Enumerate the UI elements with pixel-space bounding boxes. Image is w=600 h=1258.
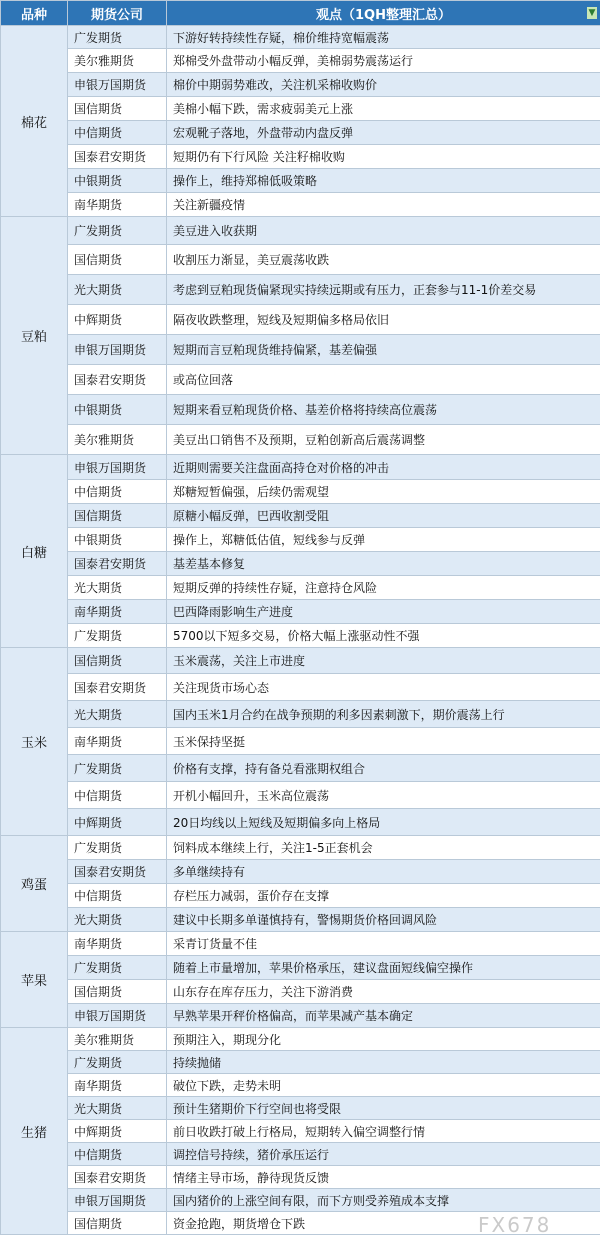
- company-cell: 中银期货: [68, 169, 167, 193]
- view-cell: 山东存在库存压力，关注下游消费: [167, 980, 600, 1004]
- company-cell: 中银期货: [68, 395, 167, 425]
- category-cell: 生猪: [1, 1028, 68, 1235]
- view-cell: 短期而言豆粕现货维持偏紧，基差偏强: [167, 335, 600, 365]
- table-row: [1, 193, 600, 217]
- table-row: [1, 600, 600, 624]
- table-row: [1, 782, 600, 809]
- company-cell: 光大期货: [68, 1097, 167, 1120]
- view-cell: 破位下跌，走势未明: [167, 1074, 600, 1097]
- table-row: [1, 504, 600, 528]
- table-row: [1, 701, 600, 728]
- company-cell: 国信期货: [68, 504, 167, 528]
- view-cell: 巴西降雨影响生产进度: [167, 600, 600, 624]
- view-cell: 棉价中期弱势难改，关注机采棉收购价: [167, 73, 600, 97]
- table-row: [1, 121, 600, 145]
- company-cell: 中信期货: [68, 1143, 167, 1166]
- company-cell: 中信期货: [68, 480, 167, 504]
- view-cell: 近期则需要关注盘面高持仓对价格的冲击: [167, 455, 600, 480]
- table-row: [1, 624, 600, 648]
- view-cell: 短期来看豆粕现货价格、基差价格将持续高位震荡: [167, 395, 600, 425]
- table-row: [1, 169, 600, 193]
- company-cell: 南华期货: [68, 932, 167, 956]
- header-view: [167, 1, 600, 26]
- company-cell: 国信期货: [68, 97, 167, 121]
- company-cell: 国泰君安期货: [68, 860, 167, 884]
- company-cell: 国泰君安期货: [68, 1166, 167, 1189]
- table-row: [1, 1051, 600, 1074]
- view-cell: 多单继续持有: [167, 860, 600, 884]
- table-row: [1, 480, 600, 504]
- company-cell: 申银万国期货: [68, 455, 167, 480]
- company-cell: 国泰君安期货: [68, 365, 167, 395]
- table-row: [1, 305, 600, 335]
- company-cell: 国信期货: [68, 648, 167, 674]
- view-cell: 原糖小幅反弹，巴西收割受阻: [167, 504, 600, 528]
- table-row: [1, 145, 600, 169]
- company-cell: 申银万国期货: [68, 73, 167, 97]
- company-cell: 美尔雅期货: [68, 49, 167, 73]
- filter-icon[interactable]: ▼: [588, 8, 596, 18]
- company-cell: 中信期货: [68, 121, 167, 145]
- view-cell: 操作上，维持郑棉低吸策略: [167, 169, 600, 193]
- company-cell: 国信期货: [68, 1212, 167, 1235]
- view-cell: 玉米保持坚挺: [167, 728, 600, 755]
- company-cell: 申银万国期货: [68, 335, 167, 365]
- company-cell: 广发期货: [68, 217, 167, 245]
- view-cell: 基差基本修复: [167, 552, 600, 576]
- table-row: [1, 755, 600, 782]
- table-body: [1, 26, 600, 1235]
- view-cell: 操作上，郑糖低估值，短线参与反弹: [167, 528, 600, 552]
- table-row: [1, 1097, 600, 1120]
- table-row: [1, 576, 600, 600]
- view-cell: 预期注入，期现分化: [167, 1028, 600, 1051]
- view-cell: 持续抛储: [167, 1051, 600, 1074]
- category-cell: 豆粕: [1, 217, 68, 455]
- company-cell: 广发期货: [68, 624, 167, 648]
- table-row: [1, 1004, 600, 1028]
- table-row: [1, 956, 600, 980]
- table-header: [1, 1, 600, 26]
- view-cell: 美豆出口销售不及预期，豆粕创新高后震荡调整: [167, 425, 600, 455]
- company-cell: 广发期货: [68, 1051, 167, 1074]
- company-cell: 广发期货: [68, 755, 167, 782]
- view-cell: 预计生猪期价下行空间也将受限: [167, 1097, 600, 1120]
- view-cell: 美豆进入收获期: [167, 217, 600, 245]
- table-row: [1, 97, 600, 121]
- table-row: [1, 26, 600, 49]
- view-cell: 下游好转持续性存疑，棉价维持宽幅震荡: [167, 26, 600, 49]
- table-row: [1, 552, 600, 576]
- company-cell: 中辉期货: [68, 305, 167, 335]
- view-cell: 20日均线以上短线及短期偏多向上格局: [167, 809, 600, 836]
- company-cell: 光大期货: [68, 275, 167, 305]
- view-cell: 随着上市量增加，苹果价格承压，建议盘面短线偏空操作: [167, 956, 600, 980]
- company-cell: 中辉期货: [68, 1120, 167, 1143]
- table-row: [1, 275, 600, 305]
- table-row: [1, 245, 600, 275]
- view-cell: 存栏压力减弱，蛋价存在支撑: [167, 884, 600, 908]
- header-category: 品种: [1, 1, 68, 26]
- table-row: [1, 908, 600, 932]
- view-cell: 美棉小幅下跌，需求疲弱美元上涨: [167, 97, 600, 121]
- table-row: [1, 335, 600, 365]
- category-cell: 棉花: [1, 26, 68, 217]
- view-cell: 调控信号持续，猪价承压运行: [167, 1143, 600, 1166]
- company-cell: 广发期货: [68, 836, 167, 860]
- header-view-label: 观点（1QH整理汇总）: [316, 7, 451, 23]
- view-cell: 考虑到豆粕现货偏紧现实持续远期或有压力，正套参与11-1价差交易: [167, 275, 600, 305]
- view-cell: 建议中长期多单谨慎持有，警惕期货价格回调风险: [167, 908, 600, 932]
- view-cell: 短期反弹的持续性存疑，注意持仓风险: [167, 576, 600, 600]
- table-row: [1, 73, 600, 97]
- company-cell: 国泰君安期货: [68, 552, 167, 576]
- table-row: [1, 365, 600, 395]
- view-cell: 开机小幅回升，玉米高位震荡: [167, 782, 600, 809]
- company-cell: 光大期货: [68, 908, 167, 932]
- company-cell: 国泰君安期货: [68, 145, 167, 169]
- table-row: [1, 674, 600, 701]
- view-cell: 饲料成本继续上行，关注1-5正套机会: [167, 836, 600, 860]
- view-cell: 关注新疆疫情: [167, 193, 600, 217]
- table-row: [1, 1166, 600, 1189]
- view-cell: 短期仍有下行风险 关注籽棉收购: [167, 145, 600, 169]
- view-cell: 5700以下短多交易，价格大幅上涨驱动性不强: [167, 624, 600, 648]
- company-cell: 光大期货: [68, 701, 167, 728]
- company-cell: 南华期货: [68, 1074, 167, 1097]
- table-row: [1, 860, 600, 884]
- view-cell: 国内猪价的上涨空间有限，而下方则受养殖成本支撑: [167, 1189, 600, 1212]
- company-cell: 中信期货: [68, 782, 167, 809]
- company-cell: 国信期货: [68, 980, 167, 1004]
- category-cell: 玉米: [1, 648, 68, 836]
- view-cell: 玉米震荡，关注上市进度: [167, 648, 600, 674]
- company-cell: 广发期货: [68, 26, 167, 49]
- table-row: [1, 528, 600, 552]
- view-cell: 或高位回落: [167, 365, 600, 395]
- table-row: [1, 425, 600, 455]
- view-cell: 国内玉米1月合约在战争预期的利多因素刺激下，期价震荡上行: [167, 701, 600, 728]
- company-cell: 美尔雅期货: [68, 425, 167, 455]
- company-cell: 南华期货: [68, 600, 167, 624]
- table-row: [1, 932, 600, 956]
- company-cell: 国泰君安期货: [68, 674, 167, 701]
- company-cell: 南华期货: [68, 728, 167, 755]
- view-cell: 情绪主导市场，静待现货反馈: [167, 1166, 600, 1189]
- watermark: FX678: [478, 1213, 552, 1237]
- company-cell: 国信期货: [68, 245, 167, 275]
- company-cell: 光大期货: [68, 576, 167, 600]
- company-cell: 申银万国期货: [68, 1189, 167, 1212]
- company-cell: 美尔雅期货: [68, 1028, 167, 1051]
- table-row: [1, 884, 600, 908]
- company-cell: 南华期货: [68, 193, 167, 217]
- view-cell: 前日收跌打破上行格局，短期转入偏空调整行情: [167, 1120, 600, 1143]
- view-cell: 关注现货市场心态: [167, 674, 600, 701]
- view-cell: 采青订货量不佳: [167, 932, 600, 956]
- table-row: [1, 217, 600, 245]
- table-row: [1, 1143, 600, 1166]
- header-company: 期货公司: [68, 1, 167, 26]
- table-row: [1, 49, 600, 73]
- category-cell: 鸡蛋: [1, 836, 68, 932]
- table-row: [1, 836, 600, 860]
- view-cell: 郑糖短暂偏强，后续仍需观望: [167, 480, 600, 504]
- table-row: [1, 1074, 600, 1097]
- table-row: [1, 395, 600, 425]
- company-cell: 广发期货: [68, 956, 167, 980]
- table-row: [1, 1028, 600, 1051]
- category-cell: 苹果: [1, 932, 68, 1028]
- view-cell: 资金抢跑，期货增仓下跌: [167, 1212, 600, 1235]
- table-row: [1, 980, 600, 1004]
- company-cell: 中辉期货: [68, 809, 167, 836]
- view-cell: 宏观靴子落地，外盘带动内盘反弹: [167, 121, 600, 145]
- view-cell: 价格有支撑，持有备兑看涨期权组合: [167, 755, 600, 782]
- view-cell: 收割压力渐显，美豆震荡收跌: [167, 245, 600, 275]
- view-cell: 郑棉受外盘带动小幅反弹，美棉弱势震荡运行: [167, 49, 600, 73]
- table-row: [1, 1189, 600, 1212]
- category-cell: 白糖: [1, 455, 68, 648]
- table-row: [1, 455, 600, 480]
- company-cell: 中信期货: [68, 884, 167, 908]
- company-cell: 中银期货: [68, 528, 167, 552]
- view-cell: 早熟苹果开秤价格偏高，而苹果减产基本确定: [167, 1004, 600, 1028]
- view-cell: 隔夜收跌整理，短线及短期偏多格局依旧: [167, 305, 600, 335]
- table-row: [1, 648, 600, 674]
- table-row: [1, 1120, 600, 1143]
- table-row: [1, 809, 600, 836]
- company-cell: 申银万国期货: [68, 1004, 167, 1028]
- table-row: [1, 728, 600, 755]
